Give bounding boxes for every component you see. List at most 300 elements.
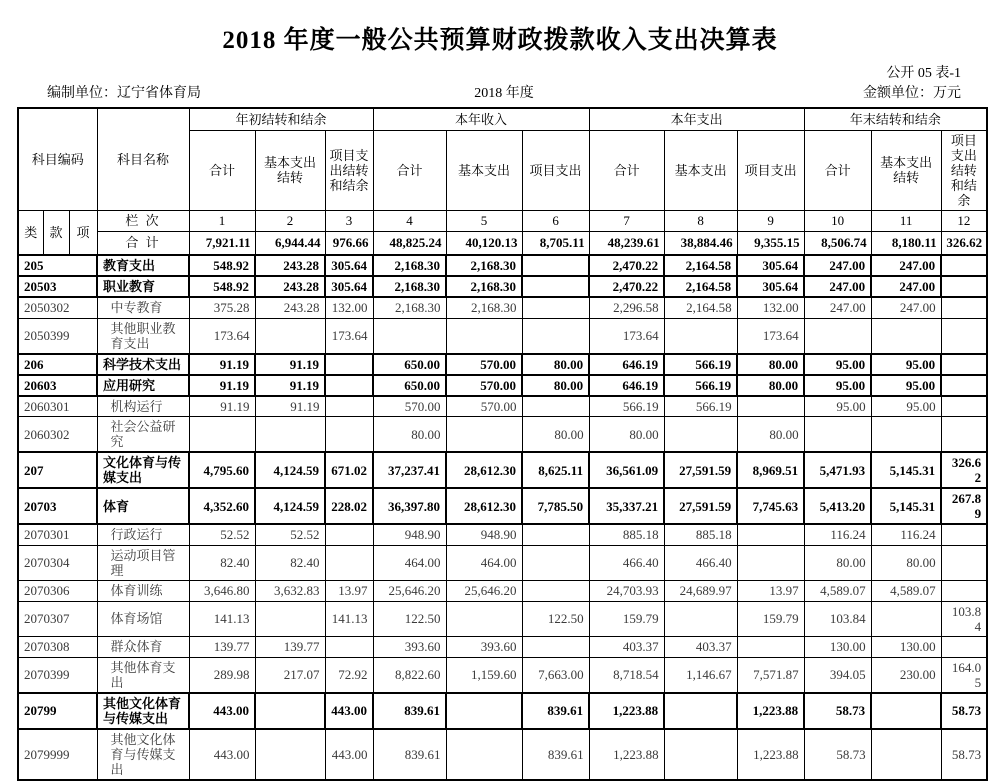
subject-name-cell: 体育训练 <box>97 580 189 601</box>
value-cell: 305.64 <box>325 276 373 297</box>
value-cell: 130.00 <box>871 636 941 657</box>
value-cell: 4,124.59 <box>255 488 325 524</box>
subject-code-cell: 2060302 <box>18 417 97 453</box>
value-cell: 91.19 <box>189 354 255 375</box>
value-cell <box>325 375 373 396</box>
value-cell <box>941 524 987 545</box>
value-cell: 7,571.87 <box>737 657 804 693</box>
form-code-label: 公开 05 表-1 <box>886 66 961 81</box>
table-row <box>18 297 987 318</box>
column-index: 6 <box>522 210 589 231</box>
page-title: 2018 年度一般公共预算财政拨款收入支出决算表 <box>222 27 778 54</box>
table-row <box>18 318 987 354</box>
subject-name-cell: 其他文化体育与传媒支出 <box>97 729 189 780</box>
value-cell: 570.00 <box>373 396 446 417</box>
header-subcol: 项目支出 <box>522 130 589 210</box>
value-cell: 305.64 <box>325 255 373 276</box>
table-row <box>18 580 987 601</box>
value-cell: 122.50 <box>522 601 589 636</box>
header-column-index-label: 栏 次 <box>97 210 189 231</box>
value-cell <box>255 729 325 780</box>
value-cell <box>255 693 325 729</box>
value-cell <box>737 396 804 417</box>
value-cell: 885.18 <box>589 524 664 545</box>
value-cell: 5,413.20 <box>804 488 871 524</box>
value-cell <box>325 354 373 375</box>
value-cell: 948.90 <box>373 524 446 545</box>
value-cell: 5,145.31 <box>871 488 941 524</box>
value-cell: 4,124.59 <box>255 452 325 488</box>
column-index: 8 <box>664 210 737 231</box>
value-cell <box>941 375 987 396</box>
value-cell: 393.60 <box>373 636 446 657</box>
value-cell: 2,168.30 <box>446 297 522 318</box>
value-cell <box>522 297 589 318</box>
value-cell: 566.19 <box>589 396 664 417</box>
value-cell: 36,561.09 <box>589 452 664 488</box>
value-cell: 228.02 <box>325 488 373 524</box>
subject-name-cell: 应用研究 <box>97 375 189 396</box>
header-total-row <box>18 231 987 255</box>
subject-code-cell: 205 <box>18 255 97 276</box>
value-cell: 839.61 <box>373 729 446 780</box>
value-cell: 839.61 <box>522 693 589 729</box>
value-cell: 95.00 <box>871 375 941 396</box>
total-cell: 8,180.11 <box>871 231 941 255</box>
subject-name-cell: 机构运行 <box>97 396 189 417</box>
value-cell <box>522 396 589 417</box>
prepared-by-label: 编制单位：辽宁省体育局 <box>47 86 201 101</box>
value-cell: 394.05 <box>804 657 871 693</box>
value-cell <box>325 636 373 657</box>
value-cell: 173.64 <box>325 318 373 354</box>
value-cell <box>325 524 373 545</box>
value-cell: 305.64 <box>737 276 804 297</box>
total-cell: 976.66 <box>325 231 373 255</box>
header-subcol: 基本支出结转 <box>871 130 941 210</box>
fiscal-year-label: 2018 年度 <box>474 86 534 101</box>
value-cell <box>941 297 987 318</box>
value-cell: 243.28 <box>255 255 325 276</box>
table-row <box>18 396 987 417</box>
value-cell: 566.19 <box>664 396 737 417</box>
value-cell: 25,646.20 <box>446 580 522 601</box>
value-cell: 247.00 <box>871 297 941 318</box>
value-cell: 82.40 <box>189 545 255 580</box>
value-cell: 2,168.30 <box>373 276 446 297</box>
value-cell: 116.24 <box>804 524 871 545</box>
table-row <box>18 545 987 580</box>
header-group-begin-balance: 年初结转和结余 <box>189 108 373 130</box>
header-group-year-income: 本年收入 <box>373 108 589 130</box>
value-cell <box>871 417 941 453</box>
subject-code-cell: 2079999 <box>18 729 97 780</box>
value-cell: 326.62 <box>941 452 987 488</box>
subject-name-cell: 体育场馆 <box>97 601 189 636</box>
value-cell: 80.00 <box>871 545 941 580</box>
value-cell <box>941 545 987 580</box>
value-cell <box>325 417 373 453</box>
value-cell: 80.00 <box>373 417 446 453</box>
value-cell: 82.40 <box>255 545 325 580</box>
value-cell: 159.79 <box>737 601 804 636</box>
value-cell: 24,689.97 <box>664 580 737 601</box>
value-cell: 91.19 <box>189 375 255 396</box>
value-cell: 132.00 <box>325 297 373 318</box>
value-cell <box>446 601 522 636</box>
value-cell: 443.00 <box>325 693 373 729</box>
total-cell: 8,705.11 <box>522 231 589 255</box>
value-cell <box>446 417 522 453</box>
table-row <box>18 417 987 453</box>
value-cell: 2,296.58 <box>589 297 664 318</box>
value-cell <box>941 276 987 297</box>
total-cell: 40,120.13 <box>446 231 522 255</box>
value-cell: 230.00 <box>871 657 941 693</box>
value-cell: 2,168.30 <box>446 255 522 276</box>
value-cell: 2,470.22 <box>589 276 664 297</box>
value-cell <box>664 318 737 354</box>
value-cell: 8,625.11 <box>522 452 589 488</box>
value-cell: 3,632.83 <box>255 580 325 601</box>
subject-code-cell: 20503 <box>18 276 97 297</box>
subject-name-cell: 其他文化体育与传媒支出 <box>97 693 189 729</box>
value-cell <box>664 601 737 636</box>
subject-code-cell: 206 <box>18 354 97 375</box>
value-cell: 548.92 <box>189 276 255 297</box>
value-cell: 2,164.58 <box>664 297 737 318</box>
subject-code-cell: 20703 <box>18 488 97 524</box>
value-cell: 80.00 <box>737 375 804 396</box>
total-cell: 326.62 <box>941 231 987 255</box>
value-cell: 122.50 <box>373 601 446 636</box>
value-cell: 173.64 <box>189 318 255 354</box>
value-cell: 839.61 <box>522 729 589 780</box>
value-cell: 52.52 <box>189 524 255 545</box>
column-index: 2 <box>255 210 325 231</box>
value-cell: 1,146.67 <box>664 657 737 693</box>
value-cell <box>373 318 446 354</box>
value-cell: 139.77 <box>255 636 325 657</box>
value-cell <box>522 636 589 657</box>
value-cell <box>664 417 737 453</box>
value-cell: 243.28 <box>255 276 325 297</box>
header-group-row <box>18 108 987 130</box>
value-cell: 159.79 <box>589 601 664 636</box>
column-index: 9 <box>737 210 804 231</box>
value-cell: 566.19 <box>664 375 737 396</box>
value-cell <box>189 417 255 453</box>
budget-table <box>17 107 988 781</box>
value-cell: 2,168.30 <box>373 297 446 318</box>
value-cell: 247.00 <box>804 276 871 297</box>
value-cell <box>446 729 522 780</box>
value-cell <box>255 417 325 453</box>
value-cell <box>871 693 941 729</box>
value-cell: 91.19 <box>189 396 255 417</box>
value-cell <box>737 545 804 580</box>
value-cell: 72.92 <box>325 657 373 693</box>
header-subcol: 合计 <box>189 130 255 210</box>
value-cell: 28,612.30 <box>446 488 522 524</box>
subject-name-cell: 行政运行 <box>97 524 189 545</box>
header-subject-name: 科目名称 <box>97 108 189 210</box>
value-cell: 7,663.00 <box>522 657 589 693</box>
column-index: 1 <box>189 210 255 231</box>
value-cell: 217.07 <box>255 657 325 693</box>
value-cell: 548.92 <box>189 255 255 276</box>
value-cell: 464.00 <box>446 545 522 580</box>
subject-code-cell: 2070307 <box>18 601 97 636</box>
column-index: 4 <box>373 210 446 231</box>
value-cell <box>522 524 589 545</box>
value-cell <box>871 729 941 780</box>
value-cell <box>255 601 325 636</box>
header-group-end-balance: 年末结转和结余 <box>804 108 987 130</box>
header-subject-code: 科目编码 <box>18 108 97 210</box>
value-cell: 570.00 <box>446 375 522 396</box>
value-cell: 95.00 <box>804 396 871 417</box>
value-cell: 393.60 <box>446 636 522 657</box>
total-cell: 48,825.24 <box>373 231 446 255</box>
value-cell: 141.13 <box>189 601 255 636</box>
subject-name-cell: 其他职业教育支出 <box>97 318 189 354</box>
value-cell: 27,591.59 <box>664 488 737 524</box>
value-cell: 7,785.50 <box>522 488 589 524</box>
value-cell <box>941 255 987 276</box>
value-cell <box>737 636 804 657</box>
header-subcol: 项目支出 <box>737 130 804 210</box>
subject-name-cell: 社会公益研究 <box>97 417 189 453</box>
value-cell: 35,337.21 <box>589 488 664 524</box>
value-cell <box>325 545 373 580</box>
subject-code-cell: 2070306 <box>18 580 97 601</box>
value-cell: 130.00 <box>804 636 871 657</box>
value-cell: 885.18 <box>664 524 737 545</box>
value-cell: 95.00 <box>804 354 871 375</box>
value-cell <box>941 636 987 657</box>
header-code-class: 类 <box>18 210 43 255</box>
header-group-year-expense: 本年支出 <box>589 108 804 130</box>
table-row <box>18 452 987 488</box>
value-cell: 36,397.80 <box>373 488 446 524</box>
value-cell: 247.00 <box>871 255 941 276</box>
value-cell: 443.00 <box>189 729 255 780</box>
table-row <box>18 636 987 657</box>
value-cell: 1,223.88 <box>737 729 804 780</box>
value-cell <box>522 276 589 297</box>
value-cell: 80.00 <box>522 375 589 396</box>
value-cell: 5,145.31 <box>871 452 941 488</box>
value-cell: 2,168.30 <box>373 255 446 276</box>
value-cell: 8,969.51 <box>737 452 804 488</box>
table-row <box>18 354 987 375</box>
subject-name-cell: 职业教育 <box>97 276 189 297</box>
value-cell <box>522 318 589 354</box>
value-cell: 646.19 <box>589 354 664 375</box>
value-cell: 80.00 <box>804 545 871 580</box>
value-cell: 2,470.22 <box>589 255 664 276</box>
value-cell: 13.97 <box>325 580 373 601</box>
table-body <box>18 255 987 780</box>
value-cell: 95.00 <box>804 375 871 396</box>
subject-name-cell: 科学技术支出 <box>97 354 189 375</box>
value-cell <box>804 417 871 453</box>
value-cell: 103.84 <box>941 601 987 636</box>
value-cell: 375.28 <box>189 297 255 318</box>
total-cell: 7,921.11 <box>189 231 255 255</box>
value-cell: 58.73 <box>804 693 871 729</box>
value-cell <box>255 318 325 354</box>
column-index: 10 <box>804 210 871 231</box>
subject-code-cell: 2070304 <box>18 545 97 580</box>
value-cell <box>522 580 589 601</box>
value-cell: 95.00 <box>871 354 941 375</box>
value-cell: 13.97 <box>737 580 804 601</box>
value-cell: 8,718.54 <box>589 657 664 693</box>
value-cell: 570.00 <box>446 396 522 417</box>
value-cell: 243.28 <box>255 297 325 318</box>
value-cell: 103.84 <box>804 601 871 636</box>
value-cell <box>737 524 804 545</box>
value-cell: 95.00 <box>871 396 941 417</box>
value-cell <box>664 693 737 729</box>
value-cell: 5,471.93 <box>804 452 871 488</box>
value-cell: 289.98 <box>189 657 255 693</box>
header-subcol: 合计 <box>373 130 446 210</box>
value-cell: 464.00 <box>373 545 446 580</box>
value-cell: 2,164.58 <box>664 276 737 297</box>
amount-unit-label: 金额单位：万元 <box>863 86 962 101</box>
subject-name-cell: 运动项目管理 <box>97 545 189 580</box>
subject-code-cell: 20603 <box>18 375 97 396</box>
header-subcol: 合计 <box>589 130 664 210</box>
header-total-label: 合 计 <box>97 231 189 255</box>
value-cell: 650.00 <box>373 375 446 396</box>
subject-code-cell: 2070308 <box>18 636 97 657</box>
value-cell: 267.89 <box>941 488 987 524</box>
total-cell: 48,239.61 <box>589 231 664 255</box>
value-cell: 1,223.88 <box>737 693 804 729</box>
value-cell: 25,646.20 <box>373 580 446 601</box>
header-code-section: 款 <box>43 210 69 255</box>
table-row <box>18 524 987 545</box>
header-subcol: 项目支出结转和结余 <box>325 130 373 210</box>
value-cell <box>522 255 589 276</box>
header-code-item: 项 <box>69 210 97 255</box>
table-row <box>18 255 987 276</box>
subject-code-cell: 2050302 <box>18 297 97 318</box>
value-cell: 948.90 <box>446 524 522 545</box>
value-cell: 466.40 <box>664 545 737 580</box>
value-cell: 24,703.93 <box>589 580 664 601</box>
column-index: 12 <box>941 210 987 231</box>
value-cell: 403.37 <box>589 636 664 657</box>
value-cell: 80.00 <box>522 417 589 453</box>
value-cell <box>941 354 987 375</box>
value-cell: 132.00 <box>737 297 804 318</box>
total-cell: 8,506.74 <box>804 231 871 255</box>
value-cell <box>871 318 941 354</box>
value-cell <box>446 693 522 729</box>
table-row <box>18 693 987 729</box>
value-cell: 80.00 <box>522 354 589 375</box>
value-cell: 3,646.80 <box>189 580 255 601</box>
value-cell: 52.52 <box>255 524 325 545</box>
value-cell: 91.19 <box>255 396 325 417</box>
value-cell <box>941 396 987 417</box>
value-cell: 58.73 <box>941 693 987 729</box>
total-cell: 6,944.44 <box>255 231 325 255</box>
value-cell: 58.73 <box>804 729 871 780</box>
subject-code-cell: 2060301 <box>18 396 97 417</box>
value-cell: 671.02 <box>325 452 373 488</box>
value-cell: 466.40 <box>589 545 664 580</box>
table-row <box>18 488 987 524</box>
header-subcol: 基本支出 <box>664 130 737 210</box>
value-cell: 570.00 <box>446 354 522 375</box>
value-cell: 247.00 <box>804 297 871 318</box>
total-cell: 9,355.15 <box>737 231 804 255</box>
value-cell: 4,589.07 <box>871 580 941 601</box>
value-cell: 247.00 <box>804 255 871 276</box>
value-cell: 80.00 <box>737 417 804 453</box>
value-cell <box>325 396 373 417</box>
value-cell: 80.00 <box>737 354 804 375</box>
value-cell <box>941 580 987 601</box>
value-cell <box>941 417 987 453</box>
value-cell: 58.73 <box>941 729 987 780</box>
subject-name-cell: 文化体育与传媒支出 <box>97 452 189 488</box>
table-row <box>18 601 987 636</box>
subject-code-cell: 207 <box>18 452 97 488</box>
value-cell: 27,591.59 <box>664 452 737 488</box>
value-cell: 2,168.30 <box>446 276 522 297</box>
value-cell: 173.64 <box>589 318 664 354</box>
value-cell: 443.00 <box>189 693 255 729</box>
value-cell: 91.19 <box>255 354 325 375</box>
subject-code-cell: 2070399 <box>18 657 97 693</box>
value-cell <box>804 318 871 354</box>
value-cell: 8,822.60 <box>373 657 446 693</box>
value-cell: 305.64 <box>737 255 804 276</box>
value-cell: 1,223.88 <box>589 693 664 729</box>
value-cell: 80.00 <box>589 417 664 453</box>
table-row <box>18 729 987 780</box>
subject-code-cell: 2070301 <box>18 524 97 545</box>
value-cell: 173.64 <box>737 318 804 354</box>
column-index: 3 <box>325 210 373 231</box>
column-index: 11 <box>871 210 941 231</box>
value-cell: 4,589.07 <box>804 580 871 601</box>
value-cell: 566.19 <box>664 354 737 375</box>
value-cell: 139.77 <box>189 636 255 657</box>
subject-code-cell: 20799 <box>18 693 97 729</box>
table-row <box>18 375 987 396</box>
subject-name-cell: 体育 <box>97 488 189 524</box>
subject-name-cell: 教育支出 <box>97 255 189 276</box>
value-cell <box>941 318 987 354</box>
header-subcol: 合计 <box>804 130 871 210</box>
value-cell: 443.00 <box>325 729 373 780</box>
value-cell: 91.19 <box>255 375 325 396</box>
value-cell <box>446 318 522 354</box>
value-cell: 28,612.30 <box>446 452 522 488</box>
column-index: 7 <box>589 210 664 231</box>
value-cell: 403.37 <box>664 636 737 657</box>
value-cell: 4,352.60 <box>189 488 255 524</box>
value-cell: 1,159.60 <box>446 657 522 693</box>
